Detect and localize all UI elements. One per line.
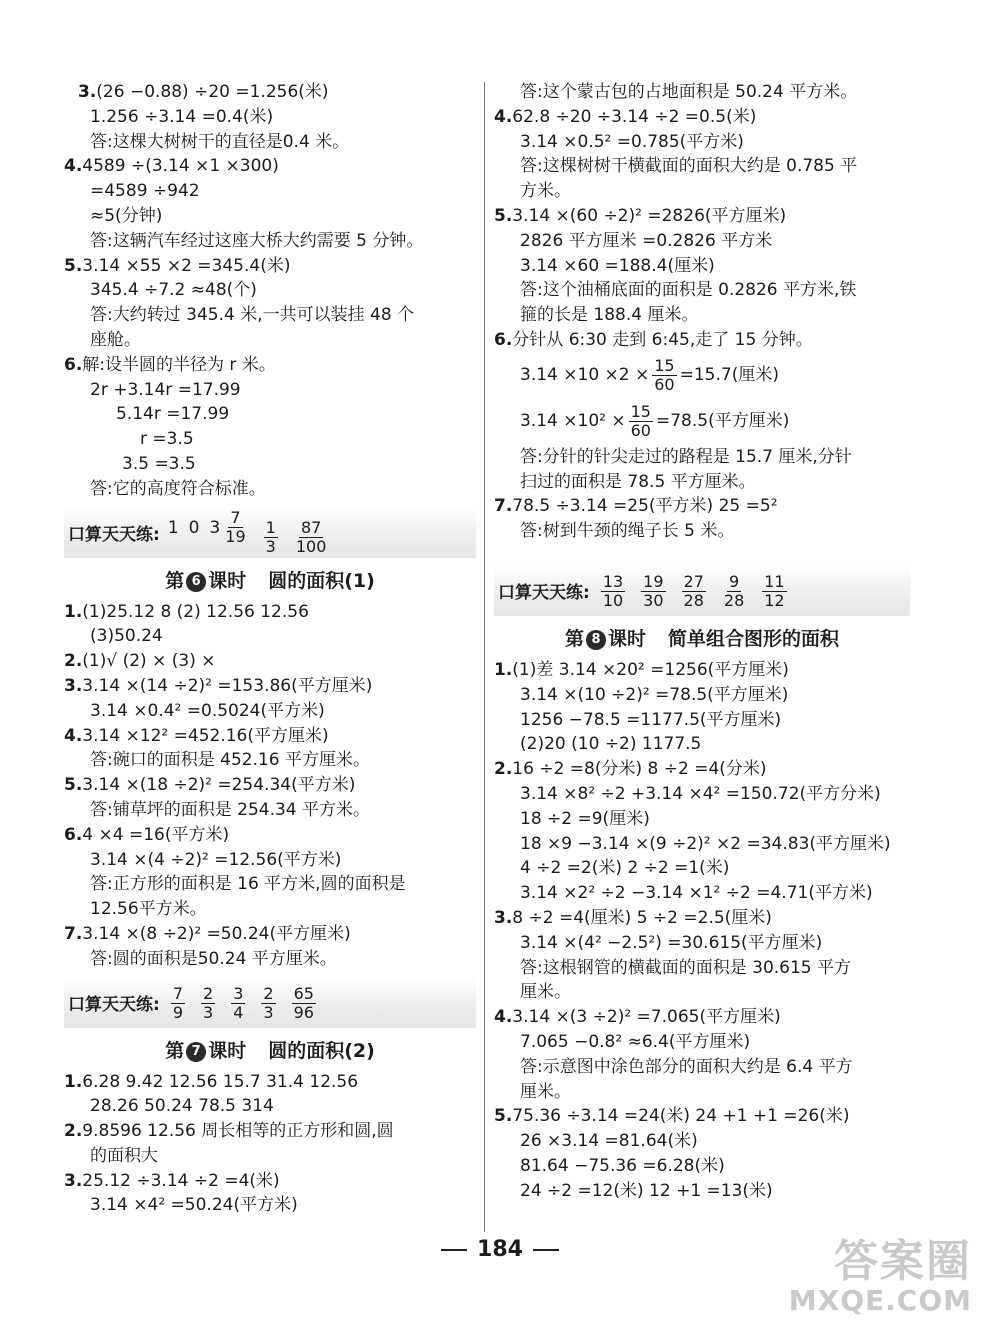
oral-practice-answer (209, 509, 250, 546)
lesson-prefix: 第 (165, 569, 185, 592)
answer-text: 3.14 ×4² =50.24(平方米) (90, 1195, 298, 1216)
answer-line (494, 1030, 910, 1055)
answer-text: 方米。 (520, 181, 571, 202)
answer-line (64, 477, 476, 502)
answer-line (64, 872, 476, 897)
fraction-numerator: 27 (683, 571, 704, 591)
fraction-numerator: 1 (265, 517, 276, 537)
answer-text: 座舱。 (90, 329, 141, 350)
answer-line (494, 1179, 910, 1204)
answer-line (494, 708, 910, 733)
answer-text: 4 ÷2 =2(米) 2 ÷2 =1(米) (520, 858, 730, 879)
answer-line (64, 600, 476, 625)
answer-block-lesson7 (64, 1070, 476, 1219)
answer-line (64, 80, 476, 105)
answer-text: 1.256 ÷3.14 =0.4(米) (90, 106, 274, 127)
answer-line (494, 1154, 910, 1179)
answer-line (64, 278, 476, 303)
answer-text: 75.36 ÷3.14 =24(米) 24 +1 +1 =26(米) (512, 1106, 850, 1127)
oral-practice-answer: 0 (188, 517, 200, 538)
fraction-denominator: 30 (643, 590, 664, 610)
oral-practice-bar (64, 508, 476, 558)
answer-line (64, 229, 476, 254)
watermark-logo (789, 1238, 972, 1316)
answer-text: 3.14 ×(10 ÷2)² =78.5(平方厘米) (520, 684, 789, 705)
answer-line (494, 1055, 910, 1080)
fraction-denominator: 12 (764, 590, 785, 610)
answer-text: (3)50.24 (90, 626, 163, 647)
question-number: 3. (494, 907, 513, 928)
column-divider (484, 82, 485, 1232)
answer-text: 2r +3.14r =17.99 (90, 379, 241, 400)
answer-line (494, 179, 910, 204)
fraction-numerator: 15 (630, 402, 651, 422)
answer-text: 3.14 ×0.4² =0.5024(平方米) (90, 700, 325, 721)
question-number: 3. (64, 675, 83, 696)
lesson-title: 简单组合图形的面积 (668, 627, 840, 650)
answer-block-continued (494, 80, 910, 353)
fraction (652, 357, 676, 394)
answer-line (494, 732, 910, 757)
watermark-text: 答案圈 (834, 1236, 972, 1287)
fraction-numerator: 65 (293, 983, 314, 1003)
fraction-numerator: 13 (602, 571, 624, 591)
lesson-prefix: 第 (165, 1039, 185, 1062)
answer-text: 答:大约转过 345.4 米,一共可以装挂 48 个 (90, 305, 415, 326)
question-number: 7. (64, 923, 83, 944)
question-number: 2. (64, 1121, 83, 1142)
fraction (261, 985, 275, 1022)
fraction-denominator: 28 (723, 590, 745, 610)
whole-part: 3 (209, 517, 221, 538)
oral-practice-items (598, 572, 800, 610)
question-number: 2. (64, 651, 83, 672)
question-number: 4. (64, 156, 83, 177)
fraction-numerator: 19 (643, 571, 664, 591)
answer-text: 6.28 9.42 12.56 15.7 31.4 12.56 (82, 1071, 359, 1092)
answer-text: 7.065 −0.8² ≈6.4(平方厘米) (520, 1031, 751, 1052)
oral-practice-answer (228, 985, 248, 1022)
answer-text: 答:这个蒙古包的占地面积是 50.24 平方米。 (520, 82, 858, 102)
answer-text: 9.8596 12.56 周长相等的正方形和圆,圆 (82, 1121, 394, 1142)
answer-text: 3.14 ×(14 ÷2)² =153.86(平方厘米) (82, 675, 373, 696)
fraction (722, 573, 746, 610)
oral-practice-answer (289, 985, 319, 1022)
fraction-denominator: 60 (654, 375, 675, 395)
fraction-equation-line (494, 353, 910, 399)
answer-text: 2826 平方厘米 =0.2826 平方米 (520, 230, 773, 251)
answer-line (494, 229, 910, 254)
fraction (629, 403, 653, 440)
answer-text: 答:这个油桶底面的面积是 0.2826 平方米,铁 (520, 280, 857, 301)
answer-line (64, 378, 476, 403)
answer-line (64, 1193, 476, 1218)
fraction-denominator: 4 (233, 1002, 244, 1022)
answer-line (64, 179, 476, 204)
answer-line (494, 1080, 910, 1105)
fraction-denominator: 60 (630, 421, 651, 441)
oral-practice-answer (679, 573, 709, 610)
oral-practice-answer (261, 519, 281, 556)
answer-line (494, 254, 910, 279)
question-number: 6. (64, 824, 83, 845)
answer-line (64, 154, 476, 179)
answer-line (494, 105, 910, 130)
oral-practice-items (168, 984, 329, 1022)
answer-text: (1)√ (2) × (3) × (82, 651, 216, 672)
question-number: 5. (64, 775, 83, 796)
answer-line (64, 699, 476, 724)
fraction-numerator: 2 (203, 983, 214, 1003)
answer-line (64, 674, 476, 699)
question-number: 6. (64, 354, 83, 375)
fraction (171, 985, 185, 1022)
lesson-heading-6 (64, 564, 476, 598)
fraction-numerator: 9 (728, 571, 740, 591)
answer-line (64, 922, 476, 947)
question-number: 1. (64, 601, 83, 622)
answer-text: 3.14 ×12² =452.16(平方厘米) (82, 725, 329, 746)
question-number: 1. (494, 659, 513, 680)
fraction-numerator: 3 (233, 983, 244, 1003)
answer-text: 24 ÷2 =12(米) 12 +1 =13(米) (520, 1180, 773, 1201)
page-number-text: 184 (477, 1237, 523, 1262)
answer-block-lesson8 (494, 658, 910, 1204)
answer-line (64, 105, 476, 130)
answer-line (494, 856, 910, 881)
answer-text: 答:圆的面积是50.24 平方厘米。 (90, 948, 337, 969)
answer-text: 答:这辆汽车经过这座大桥大约需要 5 分钟。 (90, 230, 424, 251)
answer-text: 3.14 ×60 =188.4(厘米) (520, 255, 715, 276)
answer-line (64, 204, 476, 229)
question-number: 4. (494, 1007, 513, 1028)
oral-practice-answer (198, 985, 218, 1022)
fraction-denominator: 3 (263, 1002, 274, 1022)
answer-line (494, 832, 910, 857)
answer-line (494, 278, 910, 303)
oral-practice-answer (759, 573, 789, 610)
answer-text: 81.64 −75.36 =6.28(米) (520, 1155, 725, 1176)
answer-line (64, 848, 476, 873)
answer-line (64, 897, 476, 922)
answer-text: 答:它的高度符合标准。 (90, 478, 266, 499)
lesson-heading-8 (494, 622, 910, 656)
answer-text: 扫过的面积是 78.5 平方厘米。 (520, 471, 756, 492)
answer-text: ≈5(分钟) (90, 205, 163, 226)
answer-text: 厘米。 (520, 982, 571, 1003)
answer-line (494, 881, 910, 906)
oral-practice-label: 口算天天练: (68, 525, 160, 546)
answer-text: 3.14 ×(8 ÷2)² =50.24(平方厘米) (82, 923, 351, 944)
fraction (292, 985, 316, 1022)
oral-practice-answer (719, 573, 749, 610)
answer-text: 3.14 ×55 ×2 =345.4(米) (82, 255, 291, 276)
answer-text: 答:这根钢管的横截面的面积是 30.615 平方 (520, 957, 852, 978)
answer-line (494, 1005, 910, 1030)
question-number: 5. (494, 205, 513, 226)
answer-line (494, 782, 910, 807)
lesson-suffix: 课时 (208, 569, 247, 592)
equation-text: =78.5(平方厘米) (655, 411, 790, 432)
answer-text: (1)差 3.14 ×20² =1256(平方厘米) (512, 659, 789, 680)
right-column (494, 80, 910, 1203)
answer-text: 分针从 6:30 走到 6:45,走了 15 分钟。 (512, 329, 813, 350)
answer-line (494, 303, 910, 328)
fraction-denominator: 3 (203, 1002, 214, 1022)
answer-line (494, 683, 910, 708)
answer-line (64, 947, 476, 972)
answer-line (494, 980, 910, 1005)
answer-text: 答:示意图中涂色部分的面积大约是 6.4 平方 (520, 1056, 853, 1077)
answer-text: 8 ÷2 =4(厘米) 5 ÷2 =2.5(厘米) (512, 907, 772, 928)
answer-text: 3.14 ×(4² −2.5²) =30.615(平方厘米) (520, 932, 823, 953)
answer-text: 答:这棵树树干横截面的面积大约是 0.785 平 (520, 156, 858, 177)
fraction (201, 985, 215, 1022)
answer-block-continued-2 (494, 445, 910, 544)
question-number: 4. (494, 106, 513, 127)
fraction-equation-line (494, 399, 910, 445)
answer-line (494, 494, 910, 519)
answer-line (64, 1119, 476, 1144)
answer-line (64, 1169, 476, 1194)
fraction (641, 573, 665, 610)
answer-line (494, 1104, 910, 1129)
answer-line (64, 748, 476, 773)
question-number: 7. (494, 496, 513, 517)
answer-text: 26 ×3.14 =81.64(米) (520, 1131, 698, 1152)
lesson-suffix: 课时 (208, 1039, 247, 1062)
answer-text: 25.12 ÷3.14 ÷2 =4(米) (82, 1170, 280, 1191)
oral-practice-bar (64, 978, 476, 1028)
fraction (682, 573, 706, 610)
fraction (294, 519, 329, 556)
answer-line (64, 798, 476, 823)
lesson-number-badge: 6 (186, 572, 206, 592)
question-number: 1. (64, 1071, 83, 1092)
oral-practice-answer (598, 573, 628, 610)
answer-line (64, 303, 476, 328)
fraction-denominator: 10 (602, 590, 624, 610)
oral-practice-answer (291, 519, 332, 556)
oral-practice-answer (258, 985, 278, 1022)
answer-text: 345.4 ÷7.2 ≈48(个) (90, 280, 257, 301)
question-number: 3. (64, 1170, 83, 1191)
lesson-number-badge: 7 (186, 1042, 206, 1062)
answer-line (494, 204, 910, 229)
lesson-title: 圆的面积(1) (268, 569, 375, 592)
answer-text: 厘米。 (520, 1081, 571, 1102)
answer-block-lesson6 (64, 600, 476, 972)
answer-text: 78.5 ÷3.14 =25(平方米) 25 =5² (512, 496, 778, 517)
answer-text: 18 ÷2 =9(厘米) (520, 808, 650, 829)
answer-line (64, 724, 476, 749)
answer-line (64, 353, 476, 378)
answer-line (494, 154, 910, 179)
oral-practice-label: 口算天天练: (68, 995, 160, 1015)
answer-text: 16 ÷2 =8(分米) 8 ÷2 =4(分米) (512, 759, 767, 780)
watermark-url: MXQE.COM (788, 1284, 972, 1317)
answer-text: 3.5 =3.5 (122, 453, 196, 474)
oral-practice-answer: 1 (167, 517, 179, 538)
fraction (223, 509, 247, 546)
fraction (601, 573, 625, 610)
fraction-denominator: 96 (293, 1002, 314, 1022)
answer-text: 3.14 ×(3 ÷2)² =7.065(平方厘米) (512, 1007, 781, 1028)
answer-line (494, 328, 910, 353)
answer-text: 答:碗口的面积是 452.16 平方厘米。 (90, 750, 371, 771)
answer-line (494, 519, 910, 544)
answer-line (64, 1144, 476, 1169)
answer-text: (1)25.12 8 (2) 12.56 12.56 (82, 601, 309, 622)
answer-line (64, 254, 476, 279)
fraction-numerator: 15 (654, 356, 675, 376)
lesson-title: 圆的面积(2) (268, 1039, 375, 1062)
answer-text: 3.14 ×0.5² =0.785(平方米) (520, 131, 744, 152)
answer-text: 箍的长是 188.4 厘米。 (520, 305, 699, 326)
fraction (264, 519, 278, 556)
fraction-numerator: 11 (764, 571, 785, 591)
question-number: 3. (78, 82, 97, 102)
equation-text: 3.14 ×10² × (520, 411, 626, 432)
answer-text: =4589 ÷942 (90, 181, 200, 202)
equation-text: =15.7(厘米) (679, 365, 779, 386)
fraction-denominator: 28 (683, 590, 704, 610)
answer-line (494, 931, 910, 956)
answer-text: 1256 −78.5 =1177.5(平方厘米) (520, 709, 782, 730)
answer-line (64, 328, 476, 353)
answer-line (494, 658, 910, 683)
answer-text: (26 −0.88) ÷20 =1.256(米) (96, 82, 329, 102)
answer-line (494, 807, 910, 832)
answer-text: 答:这棵大树树干的直径是0.4 米。 (90, 131, 350, 152)
answer-text: 3.14 ×(60 ÷2)² =2826(平方厘米) (512, 205, 787, 226)
lesson-prefix: 第 (564, 627, 584, 650)
answer-text: 62.8 ÷20 ÷3.14 ÷2 =0.5(米) (512, 106, 757, 127)
oral-practice-bar (494, 566, 910, 616)
answer-text: 3.14 ×(4 ÷2)² =12.56(平方米) (90, 849, 342, 870)
answer-line (64, 130, 476, 155)
answer-line (494, 470, 910, 495)
answer-text: 5.14r =17.99 (116, 404, 230, 425)
answer-line (64, 427, 476, 452)
answer-line (494, 906, 910, 931)
fraction (762, 573, 786, 610)
answer-line (494, 956, 910, 981)
fraction-numerator: 7 (230, 508, 241, 528)
fraction-numerator: 7 (172, 983, 183, 1003)
lesson-number-badge: 8 (586, 630, 606, 650)
answer-line (64, 649, 476, 674)
lesson-suffix: 课时 (607, 627, 646, 650)
question-number: 2. (494, 759, 513, 780)
fraction-denominator: 100 (295, 536, 327, 556)
answer-line (64, 823, 476, 848)
answer-text: 18 ×9 −3.14 ×(9 ÷2)² ×2 =34.83(平方厘米) (520, 833, 891, 854)
answer-text: (2)20 (10 ÷2) 1177.5 (520, 734, 702, 755)
answer-line (64, 773, 476, 798)
question-number: 5. (64, 255, 83, 276)
answer-line (64, 624, 476, 649)
fraction-denominator: 9 (172, 1002, 183, 1022)
answer-text: 的面积大 (90, 1145, 158, 1166)
answer-line (494, 1129, 910, 1154)
answer-line (494, 130, 910, 155)
question-number: 5. (494, 1106, 513, 1127)
fraction-numerator: 87 (300, 517, 322, 537)
answer-text: 3.14 ×2² ÷2 −3.14 ×1² ÷2 =4.71(平方米) (520, 883, 873, 904)
answer-line (64, 1094, 476, 1119)
answer-line (494, 757, 910, 782)
answer-text: 答:铺草坪的面积是 254.34 平方米。 (90, 799, 371, 820)
answer-text: 答:树到牛颈的绳子长 5 米。 (520, 521, 735, 542)
left-column (64, 80, 476, 1218)
fraction-numerator: 2 (263, 983, 274, 1003)
answer-text: 3.14 ×(18 ÷2)² =254.34(平方米) (82, 775, 356, 796)
answer-line (494, 445, 910, 470)
oral-practice-label: 口算天天练: (498, 583, 590, 604)
answer-text: 答:分针的针尖走过的路程是 15.7 厘米,分针 (520, 446, 852, 467)
answer-text: 4 ×4 =16(平方米) (82, 824, 230, 845)
fraction (231, 985, 245, 1022)
question-number: 4. (64, 725, 83, 746)
fraction-denominator: 19 (225, 527, 246, 547)
oral-practice-items (168, 509, 342, 556)
fraction-denominator: 3 (265, 536, 276, 556)
equation-text: 3.14 ×10 ×2 × (520, 365, 650, 386)
oral-practice-answer (168, 985, 188, 1022)
answer-block-top (64, 80, 476, 502)
answer-text: 解:设半圆的半径为 r 米。 (82, 354, 276, 375)
oral-practice-answer (638, 573, 668, 610)
answer-text: r =3.5 (140, 429, 194, 450)
lesson-heading-7 (64, 1034, 476, 1068)
answer-line (64, 452, 476, 477)
answer-text: 28.26 50.24 78.5 314 (90, 1096, 274, 1117)
answer-text: 12.56平方米。 (90, 899, 207, 920)
answer-line (64, 1070, 476, 1095)
answer-text: 4589 ÷(3.14 ×1 ×300) (82, 156, 279, 177)
answer-text: 3.14 ×8² ÷2 +3.14 ×4² =150.72(平方分米) (520, 783, 881, 804)
answer-line (64, 402, 476, 427)
question-number: 6. (494, 329, 513, 350)
answer-text: 答:正方形的面积是 16 平方米,圆的面积是 (90, 874, 406, 895)
answer-line (494, 80, 910, 105)
